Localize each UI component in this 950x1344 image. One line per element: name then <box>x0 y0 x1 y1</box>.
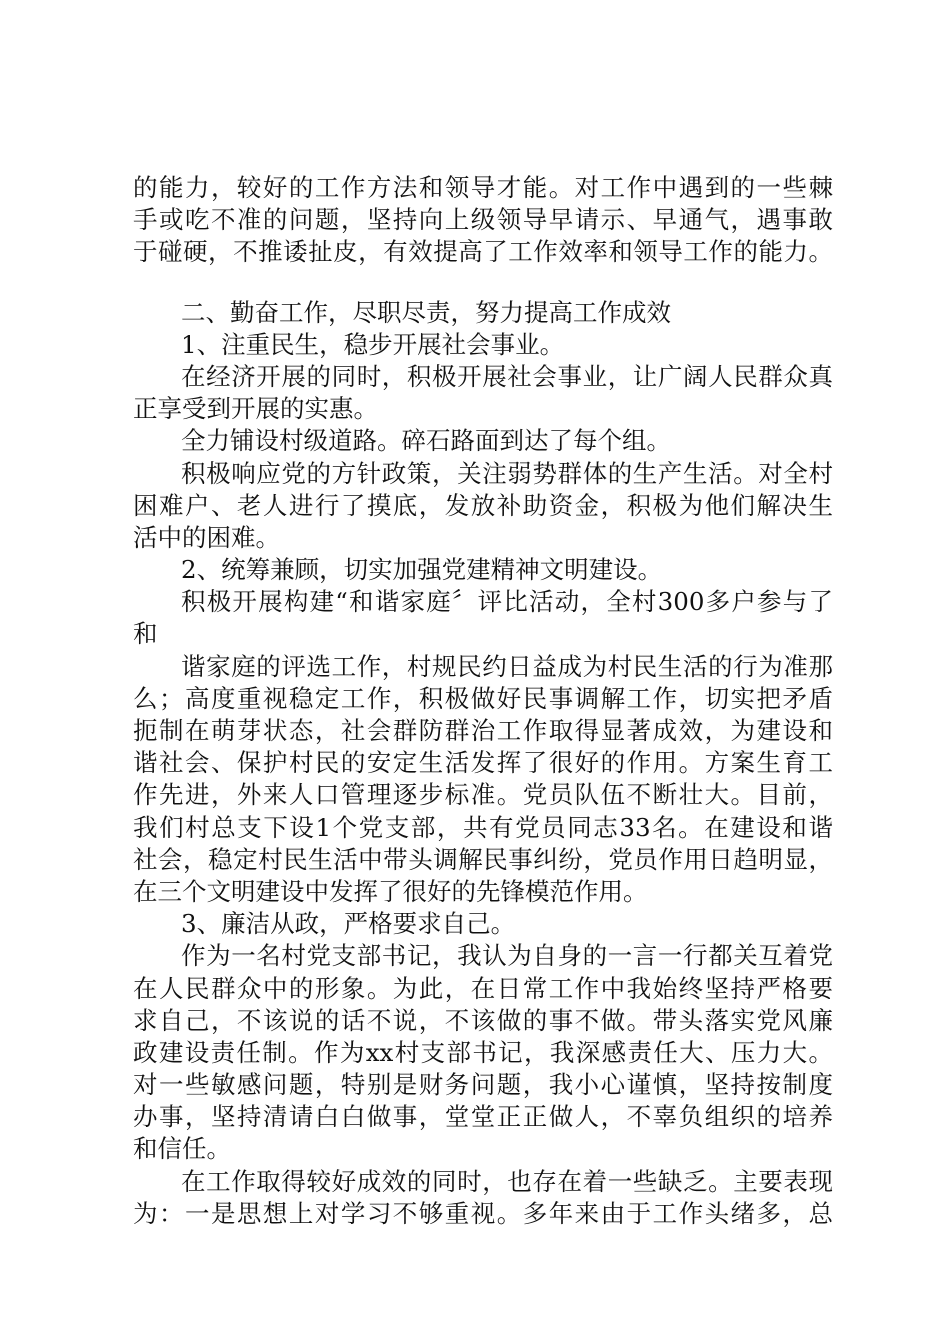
text-line: 在经济开展的同时，积极开展社会事业，让广阔人民群众真 <box>181 361 833 391</box>
text-line: 1、注重民生，稳步开展社会事业。 <box>181 329 565 359</box>
text-line: 全力铺设村级道路。碎石路面到达了每个组。 <box>181 426 671 456</box>
text-line: 2、统筹兼顾，切实加强党建精神文明建设。 <box>181 555 663 585</box>
text-line: 谐社会、保护村民的安定生活发挥了很好的作用。方案生育工 <box>133 748 833 778</box>
paragraph-gap <box>133 269 833 297</box>
text-line: 困难户、老人进行了摸底，发放补助资金，积极为他们解决生 <box>133 490 833 520</box>
text-line: 积极响应党的方针政策，关注弱势群体的生产生活。对全村 <box>181 458 833 488</box>
text-line: 在三个文明建设中发挥了很好的先锋模范作用。 <box>133 876 648 906</box>
document-body <box>133 172 833 1230</box>
text-line: 社会，稳定村民生活中带头调解民事纠纷，党员作用日趋明显， <box>133 844 833 874</box>
text-line: 的能力，较好的工作方法和领导才能。对工作中遇到的一些棘 <box>133 173 833 202</box>
text-line: 作为一名村党支部书记，我认为自身的一言一行都关互着党 <box>181 941 833 971</box>
text-line: 积极开展构建“和谐家庭〞评比活动，全村300多户参与了 <box>181 587 833 617</box>
text-line: 手或吃不准的问题，坚持向上级领导早请示、早通气，遇事敢 <box>133 205 833 235</box>
text-line: 办事，坚持清请白白做事，堂堂正正做人，不辜负组织的培养 <box>133 1102 833 1132</box>
text-line: 正享受到开展的实惠。 <box>133 394 378 424</box>
text-line: 对一些敏感问题，特别是财务问题，我小心谨慎，坚持按制度 <box>133 1070 833 1100</box>
text-line: 二、勤奋工作，尽职尽责，努力提高工作成效 <box>181 297 671 327</box>
text-line: 政建设责任制。作为xx村支部书记，我深感责任大、压力大。 <box>133 1037 833 1067</box>
text-line: 谐家庭的评选工作，村规民约日益成为村民生活的行为准那 <box>181 651 833 681</box>
text-line: 和 <box>133 619 158 649</box>
text-line: 活中的困难。 <box>133 522 280 552</box>
text-line: 和信任。 <box>133 1134 231 1164</box>
text-line: 作先进，外来人口管理逐步标准。党员队伍不断壮大。目前， <box>133 780 833 810</box>
text-line: 我们村总支下设1个党支部，共有党员同志33名。在建设和谐 <box>133 812 833 842</box>
text-line: 为：一是思想上对学习不够重视。多年来由于工作头绪多，总 <box>133 1198 833 1228</box>
text-line: 么；高度重视稳定工作，积极做好民事调解工作，切实把矛盾 <box>133 683 833 713</box>
text-line: 于碰硬，不推诿扯皮，有效提高了工作效率和领导工作的能力。 <box>133 237 833 267</box>
text-line: 求自己，不该说的话不说，不该做的事不做。带头落实党风廉 <box>133 1005 833 1035</box>
text-line: 扼制在萌芽状态，社会群防群治工作取得显著成效，为建设和 <box>133 716 833 745</box>
text-line: 3、廉洁从政，严格要求自己。 <box>181 909 516 939</box>
text-line: 在工作取得较好成效的同时，也存在着一些缺乏。主要表现 <box>181 1166 833 1196</box>
text-line: 在人民群众中的形象。为此，在日常工作中我始终坚持严格要 <box>133 973 833 1003</box>
